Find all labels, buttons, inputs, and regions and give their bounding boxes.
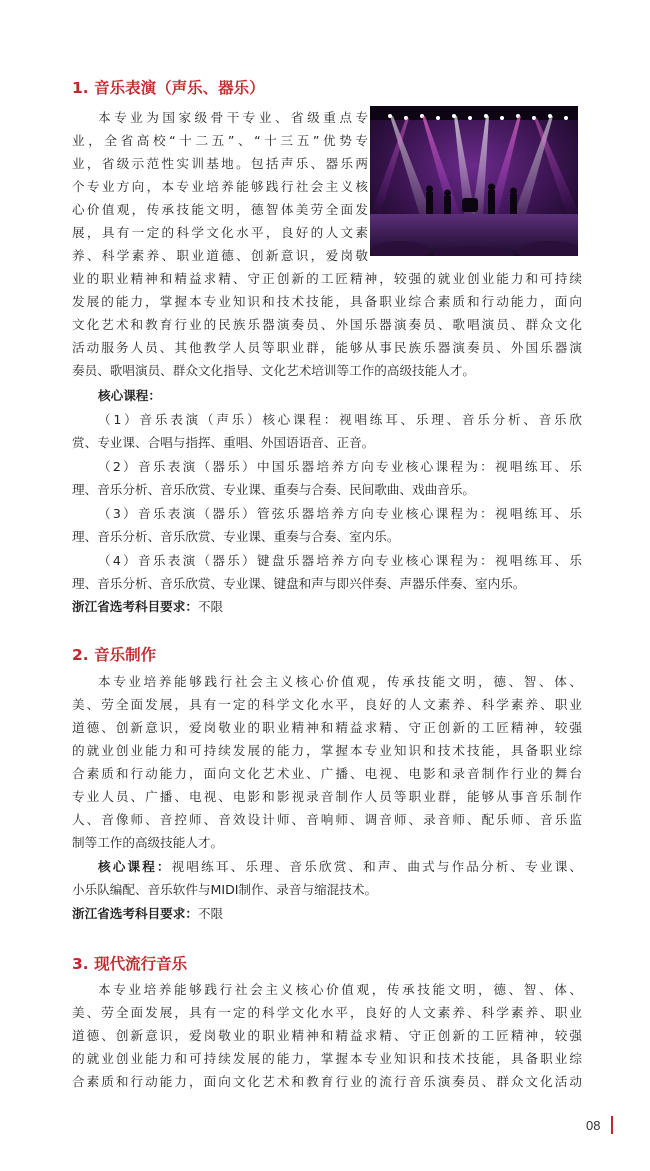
section-1-intro-line: 展，具有一定的科学文化水平，良好的人文素 bbox=[72, 225, 368, 240]
section-3-intro-line: 道德、创新意识，爱岗敬业的职业精神和精益求精、守正创新的工匠精神，较强 bbox=[72, 1028, 582, 1043]
requirement-label: 浙江省选考科目要求： bbox=[72, 906, 198, 921]
requirement-label: 浙江省选考科目要求： bbox=[72, 599, 198, 614]
section-1-core-line: （3）音乐表演（器乐）管弦乐器培养方向专业核心课程为：视唱练耳、乐 bbox=[98, 506, 582, 521]
section-1-core-line: 理、音乐分析、音乐欣赏、专业课、键盘和声与即兴伴奏、声器乐伴奏、室内乐。 bbox=[72, 576, 526, 591]
section-1-intro-line: 养、科学素养、职业道德、创新意识，爱岗敬 bbox=[72, 248, 368, 263]
section-1-intro-line: 业，省级示范性实训基地。包括声乐、器乐两 bbox=[72, 156, 368, 171]
core-label: 核心课程： bbox=[98, 859, 172, 874]
concert-stage-photo bbox=[370, 106, 578, 256]
section-3-heading: 3. 现代流行音乐 bbox=[72, 955, 188, 973]
section-2-intro-line: 合素质和行动能力，面向文化艺术业、广播、电视、电影和录音制作行业的舞台 bbox=[72, 766, 582, 781]
section-1-intro-line: 心价值观，传承技能文明，德智体美劳全面发 bbox=[72, 202, 368, 217]
section-1-intro-line: 活动服务人员、其他教学人员等职业群，能够从事民族乐器演奏员、外国乐器演 bbox=[72, 340, 582, 355]
core-text: 视唱练耳、乐理、音乐欣赏、和声、曲式与作品分析、专业课、 bbox=[171, 859, 582, 874]
page-number-bar bbox=[611, 1116, 613, 1134]
section-2-core-second-line: 小乐队编配、音乐软件与MIDI制作、录音与缩混技术。 bbox=[72, 882, 378, 897]
requirement-value: 不限 bbox=[197, 599, 224, 614]
section-1-core-line: 理、音乐分析、音乐欣赏、专业课、重奏与合奏、室内乐。 bbox=[72, 529, 400, 544]
section-1-core-line: （4）音乐表演（器乐）键盘乐器培养方向专业核心课程为：视唱练耳、乐 bbox=[98, 553, 582, 568]
section-3-intro-line: 美、劳全面发展，具有一定的科学文化水平，良好的人文素养、科学素养、职业 bbox=[72, 1005, 582, 1020]
section-1-core-line: （1）音乐表演（声乐）核心课程：视唱练耳、乐理、音乐分析、音乐欣 bbox=[98, 412, 582, 427]
section-1-heading: 1. 音乐表演（声乐、器乐） bbox=[72, 79, 265, 97]
section-2-intro-line: 本专业培养能够践行社会主义核心价值观，传承技能文明，德、智、体、 bbox=[98, 674, 582, 689]
section-1-core-line: 赏、专业课、合唱与指挥、重唱、外国语语音、正音。 bbox=[72, 435, 375, 450]
section-1-requirement bbox=[72, 598, 582, 616]
section-2-core-first-line bbox=[72, 858, 582, 876]
section-1-core-line: （2）音乐表演（器乐）中国乐器培养方向专业核心课程为：视唱练耳、乐 bbox=[98, 459, 582, 474]
section-2-intro-line: 专业人员、广播、电视、电影和影视录音制作人员等职业群，能够从事音乐制作 bbox=[72, 789, 582, 804]
section-2-intro-line: 道德、创新意识，爱岗敬业的职业精神和精益求精、守正创新的工匠精神，较强 bbox=[72, 720, 582, 735]
requirement-value: 不限 bbox=[197, 906, 224, 921]
section-1-intro-line: 发展的能力，掌握本专业知识和技术技能，具备职业综合素质和行动能力，面向 bbox=[72, 294, 582, 309]
section-1-intro-line: 业的职业精神和精益求精、守正创新的工匠精神，较强的就业创业能力和可持续 bbox=[72, 271, 582, 286]
section-1-intro-line: 本专业为国家级骨干专业、省级重点专 bbox=[98, 110, 368, 125]
section-1-intro-line: 奏员、歌唱演员、群众文化指导、文化艺术培训等工作的高级技能人才。 bbox=[72, 363, 475, 378]
section-2-requirement bbox=[72, 905, 582, 923]
section-2-intro-line: 的就业创业能力和可持续发展的能力，掌握本专业知识和技术技能，具备职业综 bbox=[72, 743, 582, 758]
section-1-core-label: 核心课程： bbox=[98, 388, 161, 403]
section-1-intro-line: 业，全省高校“十二五”、“十三五”优势专 bbox=[72, 133, 368, 148]
section-2-heading: 2. 音乐制作 bbox=[72, 646, 157, 664]
section-1-intro-line: 文化艺术和教育行业的民族乐器演奏员、外国乐器演奏员、歌唱演员、群众文化 bbox=[72, 317, 582, 332]
section-2-intro-line: 人、音像师、音控师、音效设计师、音响师、调音师、录音师、配乐师、音乐监 bbox=[72, 812, 582, 827]
page-number: 08 bbox=[586, 1118, 601, 1133]
section-3-intro-line: 合素质和行动能力，面向文化艺术和教育行业的流行音乐演奏员、群众文化活动 bbox=[72, 1074, 582, 1089]
section-3-intro-line: 的就业创业能力和可持续发展的能力，掌握本专业知识和技术技能，具备职业综 bbox=[72, 1051, 582, 1066]
section-2-intro-line: 制等工作的高级技能人才。 bbox=[72, 835, 224, 850]
section-2-intro-line: 美、劳全面发展，具有一定的科学文化水平，良好的人文素养、科学素养、职业 bbox=[72, 697, 582, 712]
section-1-core-line: 理、音乐分析、音乐欣赏、专业课、重奏与合奏、民间歌曲、戏曲音乐。 bbox=[72, 482, 475, 497]
section-1-intro-line: 个专业方向，本专业培养能够践行社会主义核 bbox=[72, 179, 368, 194]
section-3-intro-line: 本专业培养能够践行社会主义核心价值观，传承技能文明，德、智、体、 bbox=[98, 982, 582, 997]
